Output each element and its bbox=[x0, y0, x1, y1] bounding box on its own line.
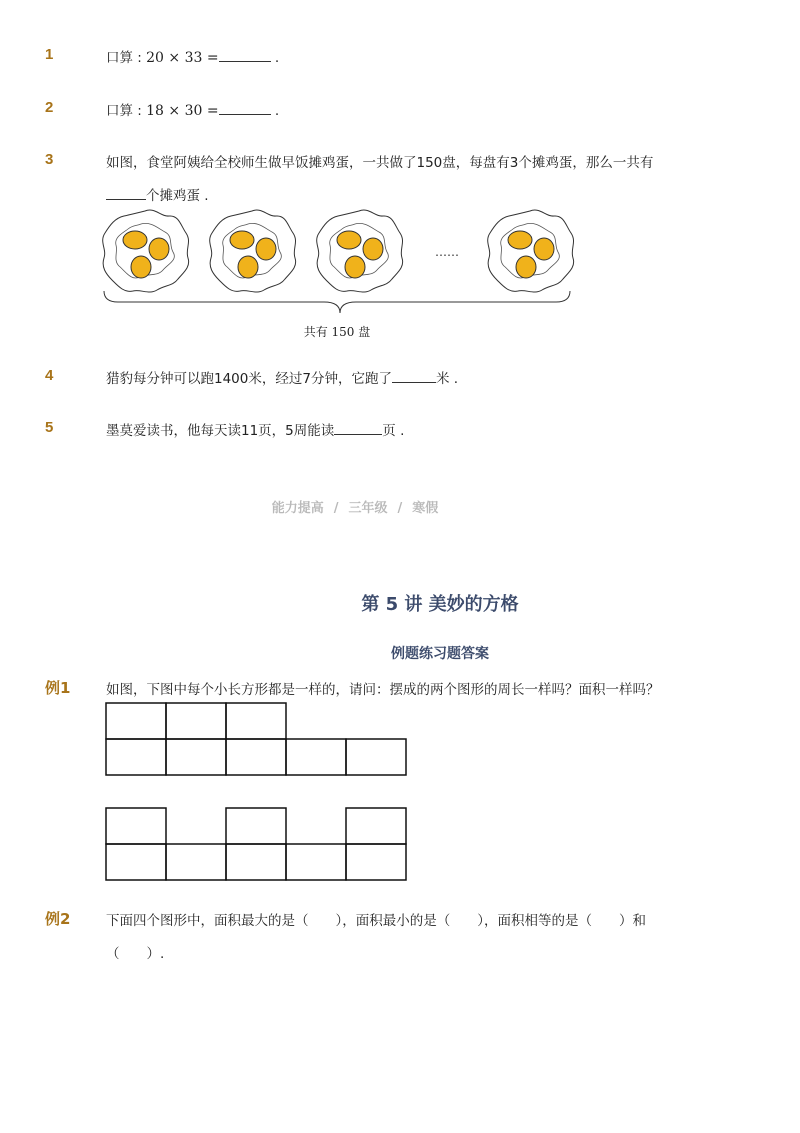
math-expression: 18 × 30 = bbox=[146, 103, 219, 119]
footer-part: 三年级 bbox=[348, 501, 388, 516]
lecture-title: 第 5 讲 美妙的方格 bbox=[361, 594, 519, 615]
egg-plate bbox=[317, 210, 403, 292]
egg-plate bbox=[210, 210, 296, 292]
grid-cell bbox=[166, 739, 226, 775]
question-prefix: 口算 : bbox=[106, 50, 147, 66]
answer-blank[interactable] bbox=[334, 421, 382, 435]
question-5-text bbox=[106, 419, 404, 439]
question-prefix: 猎豹每分钟可以跑1400米，经过7分钟，它跑了 bbox=[106, 371, 392, 387]
grid-cell bbox=[346, 808, 406, 844]
footer-part: 能力提高 bbox=[271, 501, 324, 516]
grid-cell bbox=[226, 808, 286, 844]
grid-cell bbox=[286, 844, 346, 880]
answer-blank[interactable] bbox=[392, 369, 436, 383]
egg-plates-figure bbox=[100, 205, 580, 355]
example-1-text: 如图，下图中每个小长方形都是一样的，请问：摆成的两个图形的周长一样吗？面积一样吗？ bbox=[106, 682, 660, 698]
example-label: 例1 bbox=[45, 679, 71, 697]
answer-blank[interactable] bbox=[219, 48, 271, 62]
question-prefix: 口算 : bbox=[106, 103, 147, 119]
egg-plate bbox=[488, 210, 574, 292]
grid-figure-1 bbox=[100, 698, 410, 778]
grid-cell bbox=[106, 739, 166, 775]
footer-part: 寒假 bbox=[412, 501, 439, 516]
section-title: 例题练习题答案 bbox=[391, 646, 489, 662]
grid-figure-2 bbox=[100, 803, 410, 883]
question-3-line2 bbox=[106, 184, 209, 204]
math-expression: 20 × 33 = bbox=[146, 50, 219, 66]
question-suffix: . bbox=[270, 50, 280, 66]
figure-caption: 共有 150 盘 bbox=[303, 325, 371, 339]
grid-cell bbox=[106, 844, 166, 880]
grid-cell bbox=[166, 703, 226, 739]
grid-cell bbox=[346, 844, 406, 880]
question-number: 4 bbox=[45, 367, 54, 384]
question-suffix: 个摊鸡蛋 . bbox=[146, 188, 209, 204]
question-3-line1: 如图，食堂阿姨给全校师生做早饭摊鸡蛋，一共做了150盘，每盘有3个摊鸡蛋，那么一共有 bbox=[106, 155, 654, 171]
grid-cell bbox=[226, 844, 286, 880]
question-number: 2 bbox=[45, 99, 54, 116]
question-2-text bbox=[106, 99, 279, 119]
question-4-text bbox=[106, 367, 458, 387]
grid-cell bbox=[286, 739, 346, 775]
grid-cell bbox=[226, 703, 286, 739]
question-number: 3 bbox=[45, 151, 54, 168]
question-prefix: 墨莫爱读书，他每天读11页，5周能读 bbox=[106, 423, 335, 439]
footer-separator: / bbox=[397, 501, 403, 516]
example-2-line1: 下面四个图形中，面积最大的是（ ），面积最小的是（ ），面积相等的是（ ）和 bbox=[106, 913, 646, 929]
figure-ellipsis: …… bbox=[435, 245, 459, 259]
question-suffix: 米 . bbox=[435, 371, 459, 387]
grid-cell bbox=[166, 844, 226, 880]
answer-blank[interactable] bbox=[219, 101, 271, 115]
grid-cell bbox=[106, 808, 166, 844]
question-1-text bbox=[106, 46, 279, 66]
egg-plate bbox=[103, 210, 189, 292]
question-suffix: 页 . bbox=[382, 423, 405, 439]
grid-cell bbox=[226, 739, 286, 775]
grid-cell bbox=[106, 703, 166, 739]
question-number: 5 bbox=[45, 419, 54, 436]
footer-separator: / bbox=[333, 501, 339, 516]
question-suffix: . bbox=[270, 103, 280, 119]
answer-blank[interactable] bbox=[106, 186, 146, 200]
question-number: 1 bbox=[45, 46, 54, 63]
grid-cell bbox=[346, 739, 406, 775]
example-2-line2: （ ）. bbox=[106, 946, 165, 962]
example-label: 例2 bbox=[45, 910, 71, 928]
brace bbox=[104, 291, 570, 313]
page-footer bbox=[0, 497, 710, 516]
